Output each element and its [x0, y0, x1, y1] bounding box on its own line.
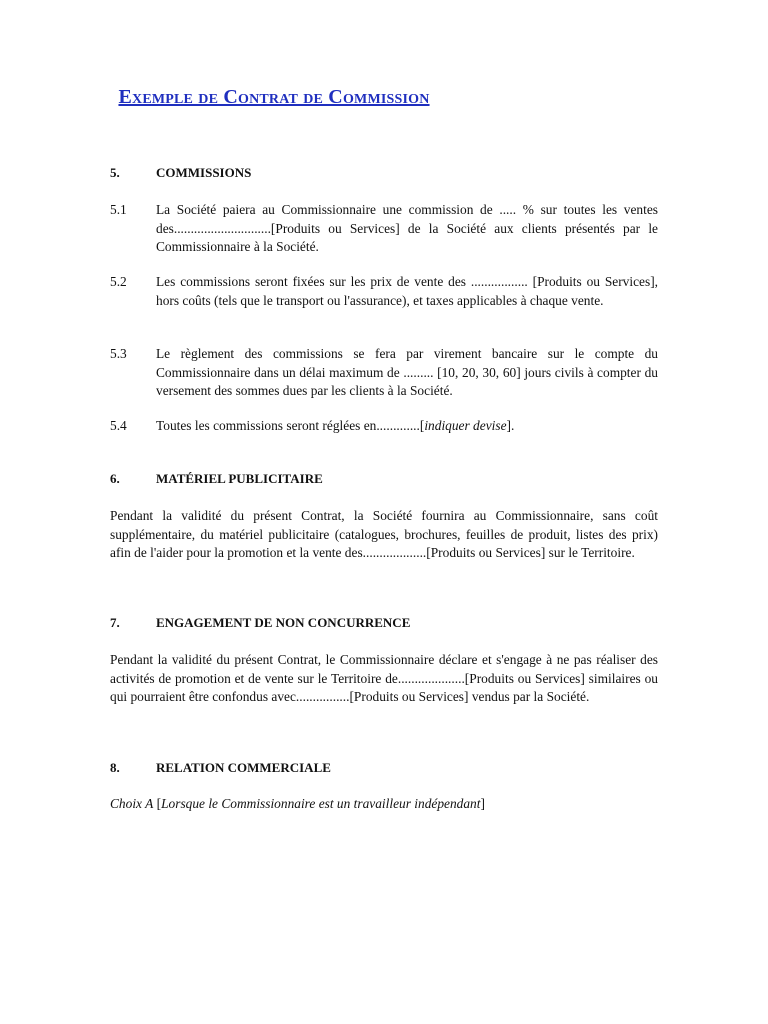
section-title: RELATION COMMERCIALE — [156, 760, 331, 775]
section-number: 7. — [110, 615, 120, 630]
clause-5-2 — [110, 273, 658, 310]
clause-text-before: Toutes les commissions seront réglées en.............[ — [156, 418, 425, 433]
clause-5-4 — [110, 417, 658, 436]
section-number: 8. — [110, 760, 120, 775]
choice-bracket-close: ] — [480, 796, 485, 811]
paragraph-6: Pendant la validité du présent Contrat, la Société fournira au Commissionnaire, sans coût supplémentaire, du matériel publicitaire (catalogues, brochures, feuilles de produit, listes des prix) afin de l'aider pour la promotion et la vente des...................[Produits ou Services] sur le Territoire. — [110, 508, 658, 560]
clause-number: 5.4 — [110, 418, 127, 433]
choice-label: Choix A — [110, 796, 154, 811]
section-title: ENGAGEMENT DE NON CONCURRENCE — [156, 615, 411, 630]
clause-text: La Société paiera au Commissionnaire une commission de ..... % sur toutes les ventes des.............................[Produits ou Services] de la Société aux clients présentés par le Commissionnaire à la Société. — [156, 202, 658, 254]
clause-text: Le règlement des commissions se fera par virement bancaire sur le compte du Commissionnaire dans un délai maximum de ......... [10, 20, 30, 60] jours civils à compter du versement des sommes dues par les clients à la Société. — [156, 346, 658, 398]
clause-text-italic: indiquer devise — [424, 418, 507, 433]
section-number: 5. — [110, 165, 120, 180]
section-title: COMMISSIONS — [156, 165, 252, 180]
section-title: MATÉRIEL PUBLICITAIRE — [156, 471, 323, 486]
clause-text — [156, 417, 658, 436]
document-title: Exemple de Contrat de Commission — [118, 86, 430, 108]
clause-text-after: ]. — [506, 418, 515, 433]
document-page — [110, 0, 658, 1024]
clause-text: Les commissions seront fixées sur les prix de vente des ................. [Produits ou Services], hors coûts (tels que le transport ou l'assurance), et taxes applicables à chaque vente. — [156, 274, 658, 308]
clause-number: 5.3 — [110, 346, 127, 361]
clause-5-1 — [110, 201, 658, 257]
clause-number: 5.1 — [110, 202, 127, 217]
section-heading-6 — [110, 471, 323, 487]
section-heading-5 — [110, 165, 251, 181]
choice-a — [110, 796, 485, 812]
paragraph-7: Pendant la validité du présent Contrat, le Commissionnaire déclare et s'engage à ne pas réaliser des activités de promotion et de vente sur le Territoire de....................[Produits ou Services] similaires ou qui pourraient être confondus avec................[Produits ou Services] vendus par la Société. — [110, 652, 658, 704]
clause-number: 5.2 — [110, 274, 127, 289]
section-number: 6. — [110, 471, 120, 486]
choice-text: Lorsque le Commissionnaire est un travailleur indépendant — [161, 796, 481, 811]
choice-bracket-open: [ — [153, 796, 162, 811]
section-heading-8 — [110, 760, 331, 776]
section-heading-7 — [110, 615, 410, 631]
clause-5-3 — [110, 345, 658, 401]
